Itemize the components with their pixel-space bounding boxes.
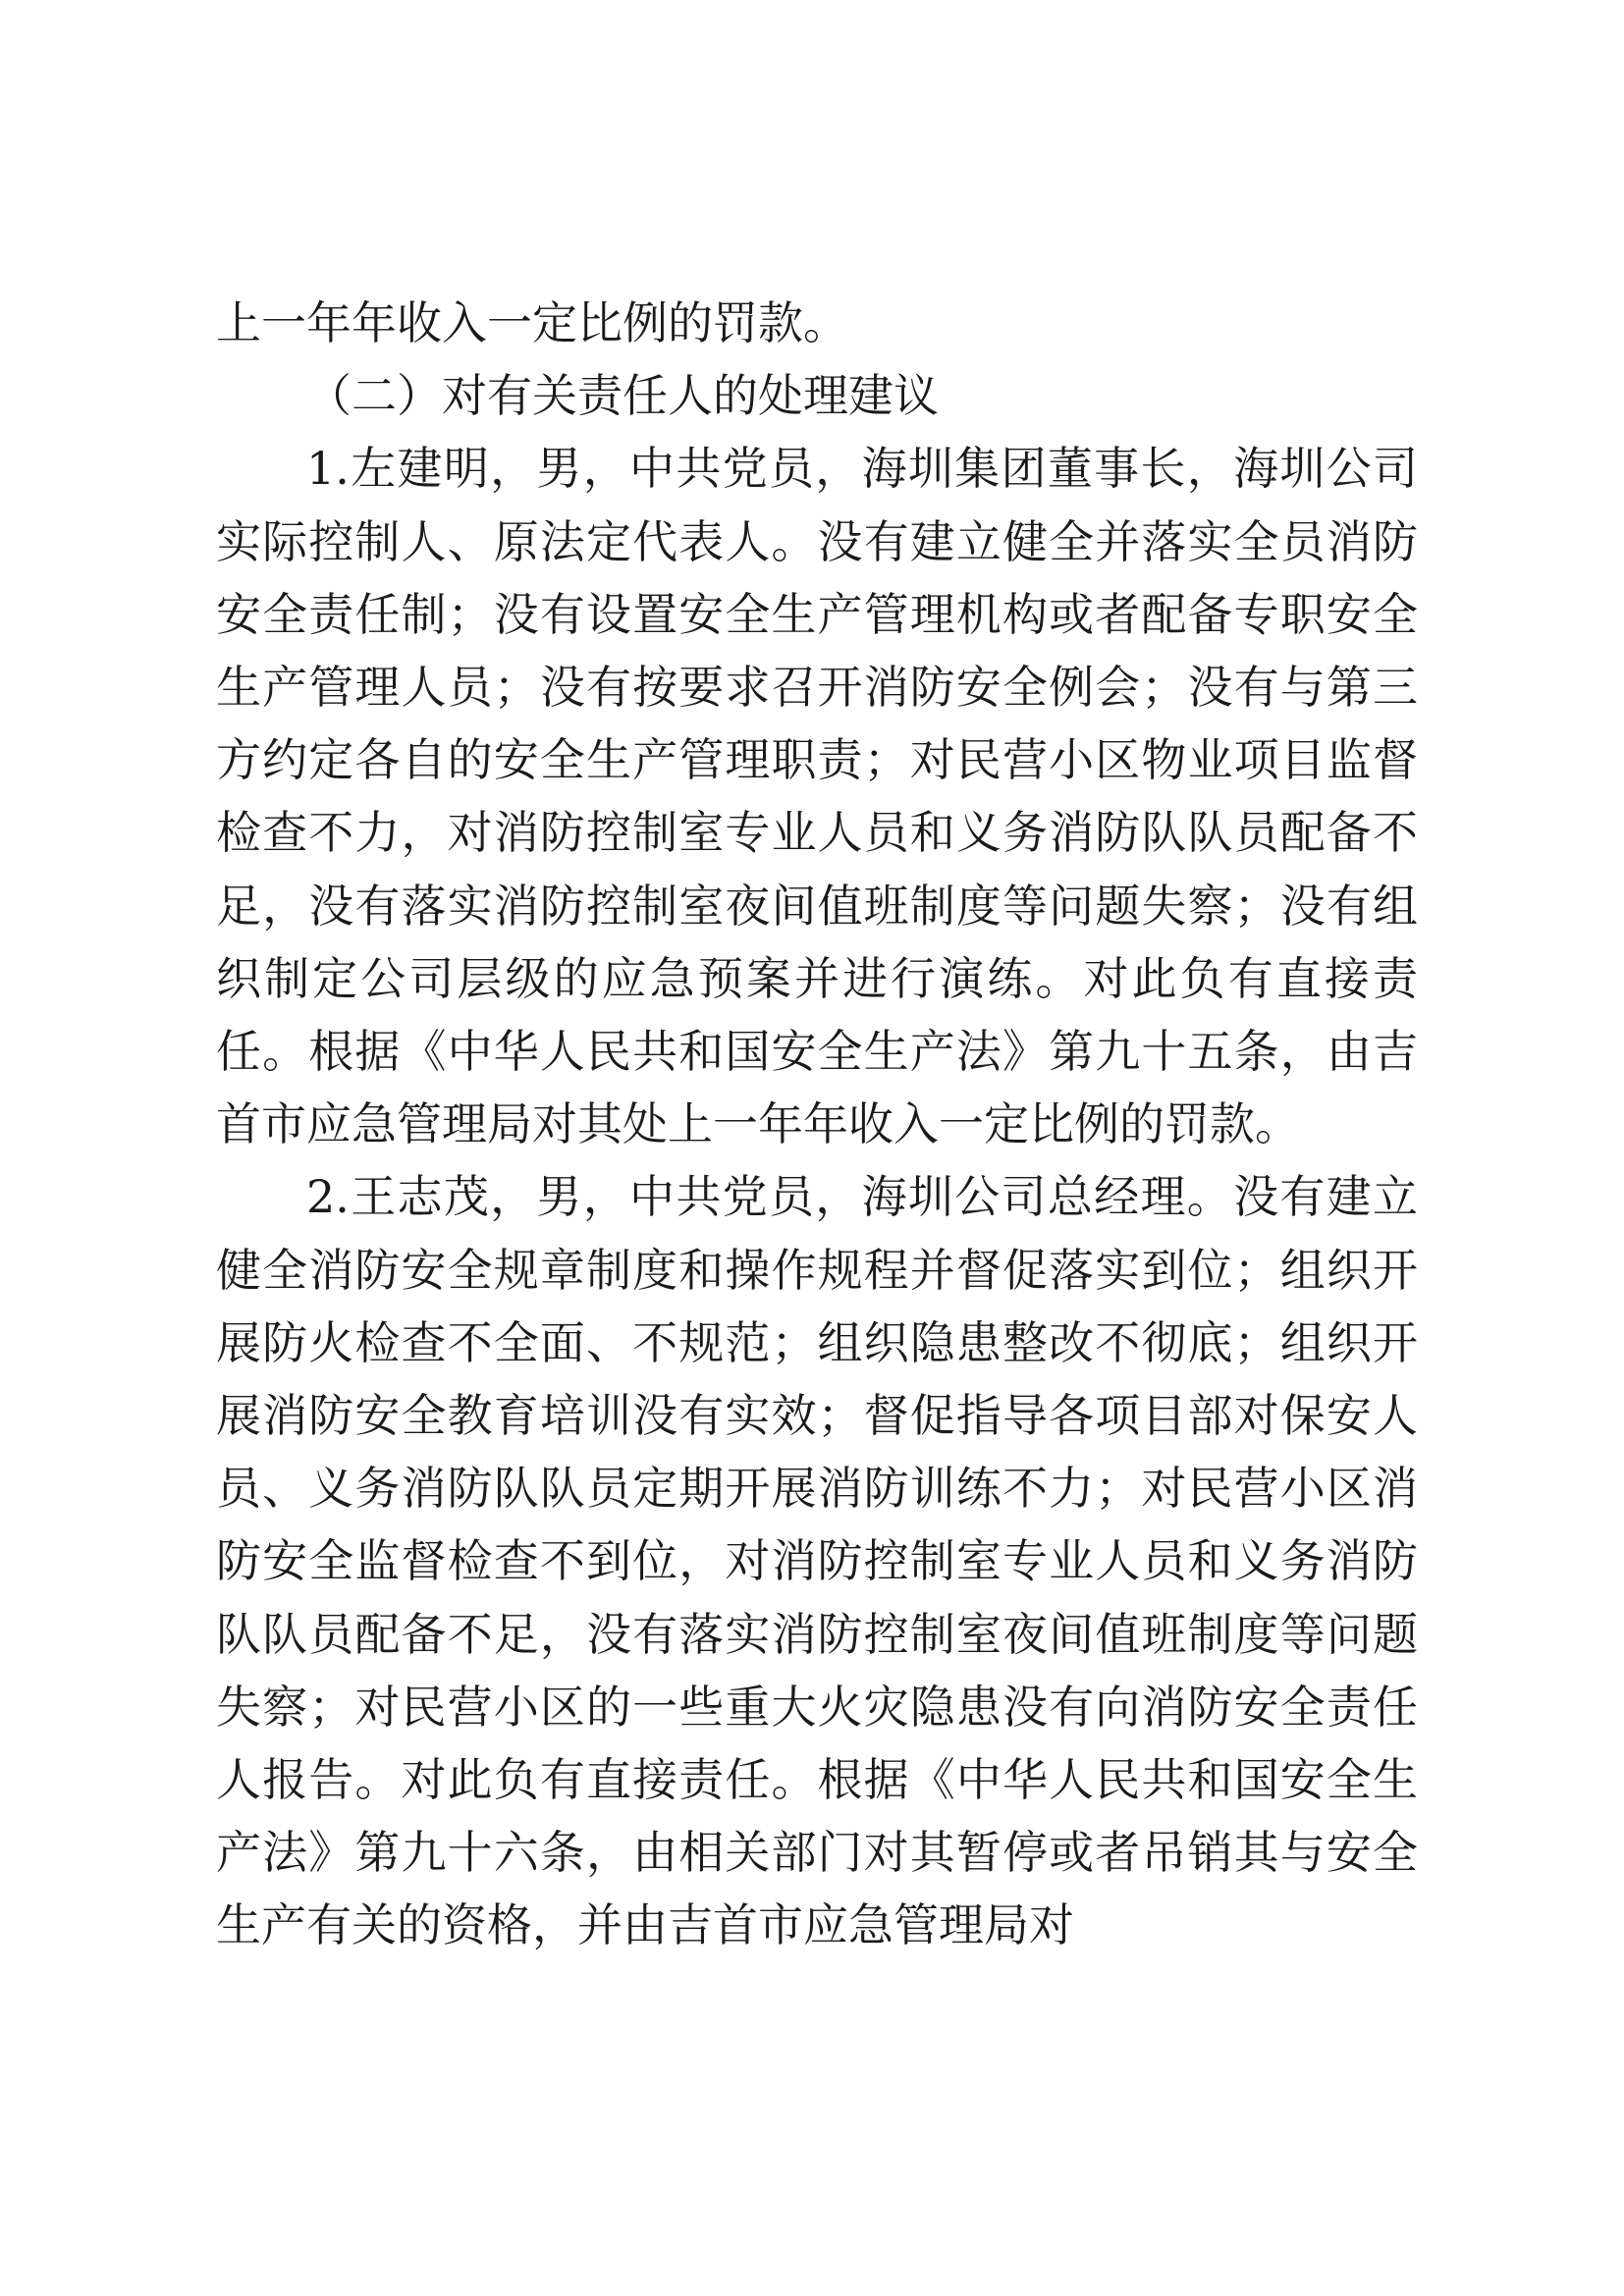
document-body [216,287,1418,1962]
responsible-person-item-2: 2.王志茂，男，中共党员，海圳公司总经理。没有建立健全消防安全规章制度和操作规程并督促落实到位；组织开展防火检查不全面、不规范；组织隐患整改不彻底；组织开展消防安全教育培训没有实效；督促指导各项目部对保安人员、义务消防队队员定期开展消防训练不力；对民营小区消防安全监督检查不到位，对消防控制室专业人员和义务消防队队员配备不足，没有落实消防控制室夜间值班制度等问题失察；对民营小区的一些重大火灾隐患没有向消防安全责任人报告。对此负有直接责任。根据《中华人民共和国安全生产法》第九十六条，由相关部门对其暂停或者吊销其与安全生产有关的资格，并由吉首市应急管理局对 [216,1170,1418,1952]
section-heading: （二）对有关责任人的处理建议 [306,369,939,423]
continuation-paragraph: 上一年年收入一定比例的罚款。 [216,296,848,349]
responsible-person-item-1: 1.左建明，男，中共党员，海圳集团董事长，海圳公司实际控制人、原法定代表人。没有建立健全并落实全员消防安全责任制；没有设置安全生产管理机构或者配备专职安全生产管理人员；没有按要求召开消防安全例会；没有与第三方约定各自的安全生产管理职责；对民营小区物业项目监督检查不力，对消防控制室专业人员和义务消防队队员配备不足，没有落实消防控制室夜间值班制度等问题失察；没有组织制定公司层级的应急预案并进行演练。对此负有直接责任。根据《中华人民共和国安全生产法》第九十五条，由吉首市应急管理局对其处上一年年收入一定比例的罚款。 [216,442,1418,1151]
